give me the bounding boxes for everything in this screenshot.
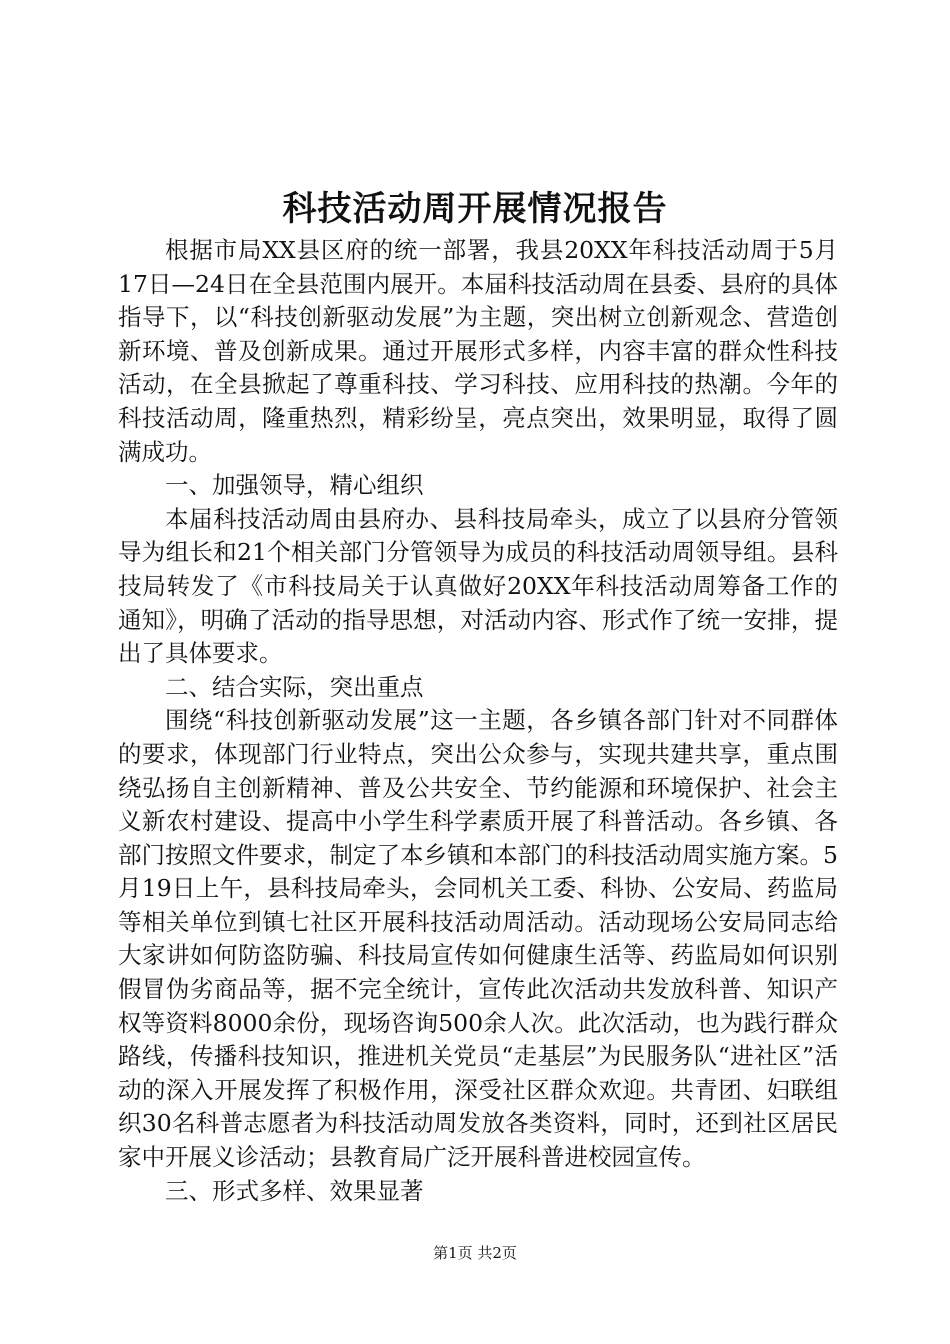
page-footer: 第1页 共2页 [433, 1244, 517, 1262]
section-1-paragraph: 本届科技活动周由县府办、县科技局牵头，成立了以县府分管领导为组长和21个相关部门分管领导为成员的科技活动周领导组。县科技局转发了《市科技局关于认真做好20XX年科技活动周筹备工作的通知》，明确了活动的指导思想，对活动内容、形式作了统一安排，提出了具体要求。 [118, 504, 838, 668]
section-heading-1: 一、加强领导，精心组织 [165, 471, 424, 500]
document-body [118, 234, 838, 1208]
intro-paragraph: 根据市局XX县区府的统一部署，我县20XX年科技活动周于5月17日—24日在全县范围内展开。本届科技活动周在县委、县府的具体指导下，以“科技创新驱动发展”为主题，突出树立创新观念、营造创新环境、普及创新成果。通过开展形式多样，内容丰富的群众性科技活动，在全县掀起了尊重科技、学习科技、应用科技的热潮。今年的科技活动周，隆重热烈，精彩纷呈，亮点突出，效果明显，取得了圆满成功。 [118, 236, 838, 466]
document-title: 科技活动周开展情况报告 [282, 189, 668, 229]
section-heading-2: 二、结合实际，突出重点 [165, 672, 424, 701]
section-heading-3: 三、形式多样、效果显著 [165, 1176, 424, 1205]
section-2-paragraph: 围绕“科技创新驱动发展”这一主题，各乡镇各部门针对不同群体的要求，体现部门行业特点，突出公众参与，实现共建共享，重点围绕弘扬自主创新精神、普及公共安全、节约能源和环境保护、社会主义新农村建设、提高中小学生科学素质开展了科普活动。各乡镇、各部门按照文件要求，制定了本乡镇和本部门的科技活动周实施方案。5月19日上午，县科技局牵头，会同机关工委、科协、公安局、药监局等相关单位到镇七社区开展科技活动周活动。活动现场公安局同志给大家讲如何防盗防骗、科技局宣传如何健康生活等、药监局如何识别假冒伪劣商品等，据不完全统计，宣传此次活动共发放科普、知识产权等资料8000余份，现场咨询500余人次。此次活动，也为践行群众路线，传播科技知识，推进机关党员“走基层”为民服务队“进社区”活动的深入开展发挥了积极作用，深受社区群众欢迎。共青团、妇联组织30名科普志愿者为科技活动周发放各类资料，同时，还到社区居民家中开展义诊活动；县教育局广泛开展科普进校园宣传。 [118, 706, 838, 1172]
